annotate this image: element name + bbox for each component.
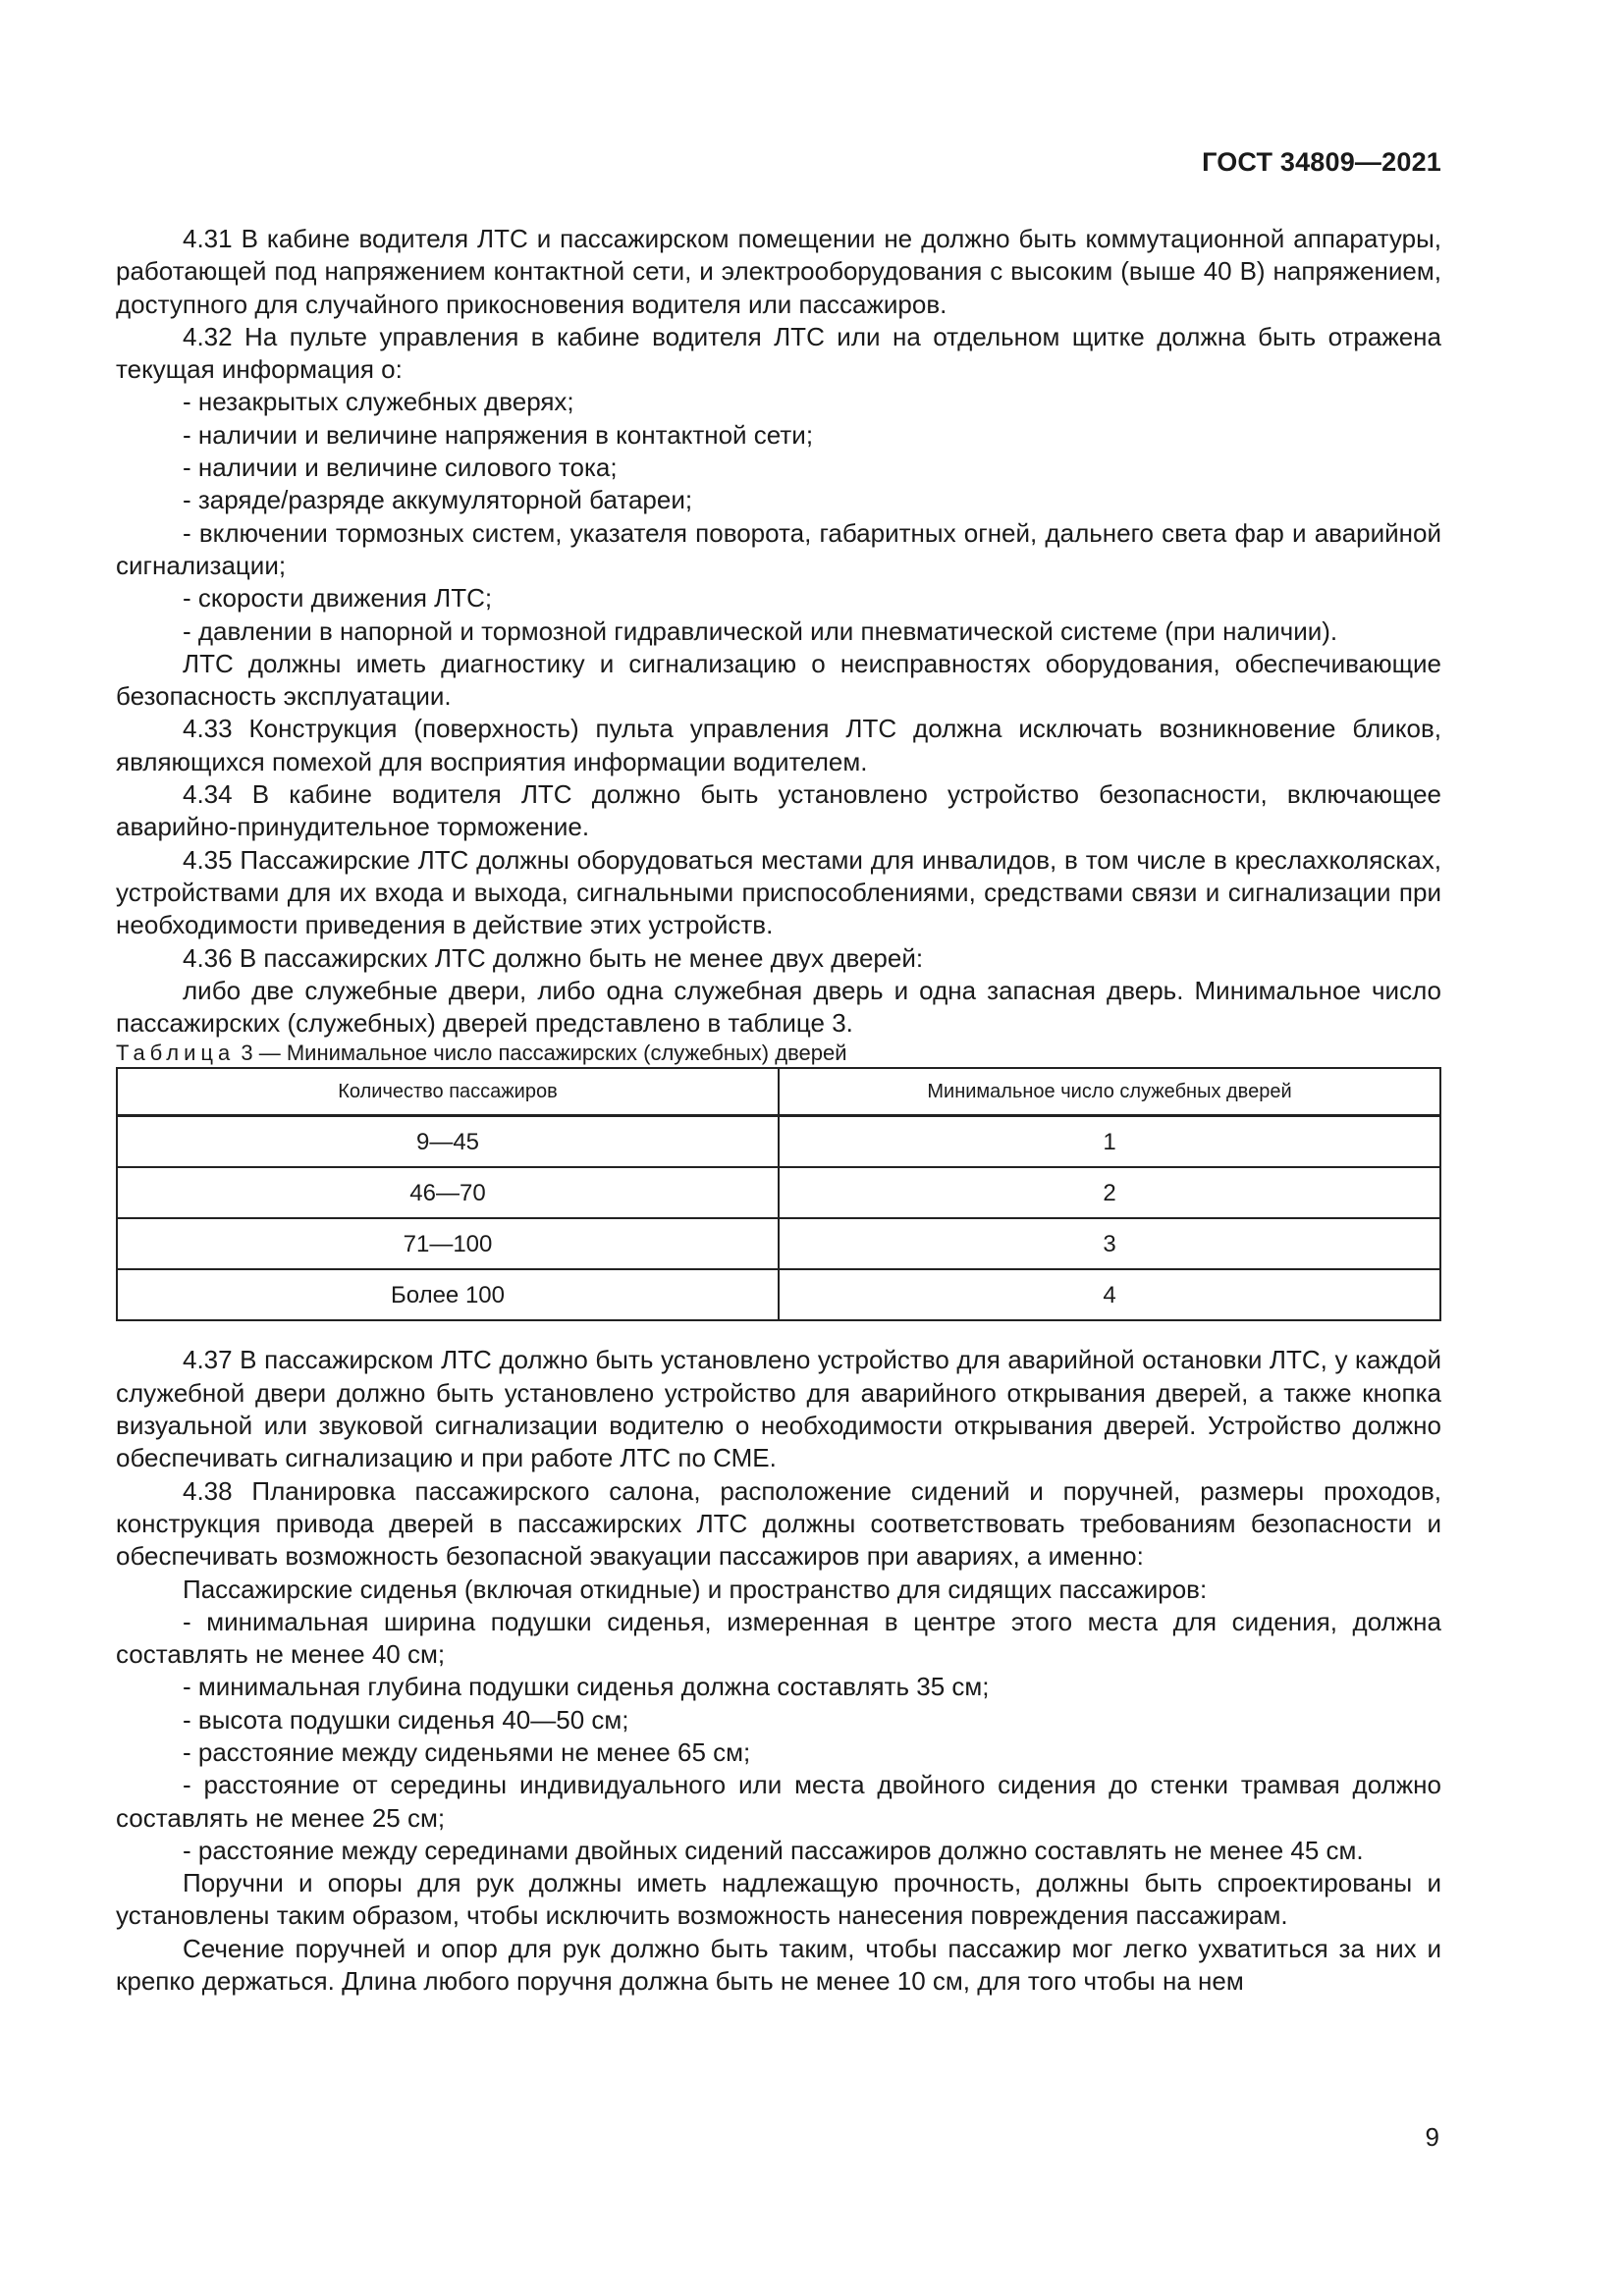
document-body xyxy=(116,223,1441,1998)
paragraph: 4.38 Планировка пассажирского салона, расположение сидений и поручней, размеры проходов, конструкция привода дверей в пассажирских ЛТС должны соответствовать требованиям безопасности и обеспечивать возможность безопасной эвакуации пассажиров при авариях, а именно: xyxy=(116,1475,1441,1572)
paragraph: - включении тормозных систем, указателя поворота, габаритных огней, дальнего света фар и аварийной сигнализации; xyxy=(116,517,1441,580)
table-cell-passengers: 9—45 xyxy=(117,1116,779,1168)
paragraph: 4.34 В кабине водителя ЛТС должно быть установлено устройство безопасности, включающее аварийно-принудительное торможение. xyxy=(116,779,1441,842)
table-row xyxy=(117,1167,1440,1218)
paragraph: 4.37 В пассажирском ЛТС должно быть установлено устройство для аварийной остановки ЛТС, у каждой служебной двери должно быть установлено устройство для аварийного открывания дверей, а также кнопка визуальной или звуковой сигнализации водителю о необходимости открывания дверей. Устройство должно обеспечивать сигнализацию и при работе ЛТС по СМЕ. xyxy=(116,1345,1441,1473)
list-item: - расстояние между серединами двойных сидений пассажиров должно составлять не менее 45 см. xyxy=(183,1835,1364,1865)
table-caption-text: 3 — Минимальное число пассажирских (служебных) дверей xyxy=(235,1041,847,1066)
list-item: - заряде/разряде аккумуляторной батареи; xyxy=(183,485,693,515)
list-item: - наличии и величине напряжения в контактной сети; xyxy=(183,419,814,450)
list-item: - высота подушки сиденья 40—50 см; xyxy=(183,1704,629,1735)
table-cell-doors: 1 xyxy=(779,1116,1440,1168)
list-item: - наличии и величине силового тока; xyxy=(183,453,618,483)
paragraph: Поручни и опоры для рук должны иметь надлежащую прочность, должны быть спроектированы и установлены таким образом, чтобы исключить возможность нанесения повреждения пассажирам. xyxy=(116,1868,1441,1931)
table-header-row xyxy=(117,1068,1440,1116)
list-item: - расстояние между сиденьями не менее 65 см; xyxy=(183,1736,751,1767)
paragraph: 4.35 Пассажирские ЛТС должны оборудоваться местами для инвалидов, в том числе в креслахколясках, устройствами для их входа и выхода, сигнальными приспособлениями, средствами связи и сигнализации при необходимости приведения в действие этих устройств. xyxy=(116,844,1441,940)
page-number: 9 xyxy=(1425,2122,1439,2152)
table-caption xyxy=(116,1040,1441,1067)
paragraph: - минимальная ширина подушки сиденья, измеренная в центре этого места для сидения, должна составлять не менее 40 см; xyxy=(116,1606,1441,1670)
list-item: Пассажирские сиденья (включая откидные) и пространство для сидящих пассажиров: xyxy=(183,1574,1208,1604)
list-item: - минимальная глубина подушки сиденья должна составлять 35 см; xyxy=(183,1672,990,1702)
table-caption-label: Таблица xyxy=(116,1041,236,1066)
table-cell-passengers: 46—70 xyxy=(117,1167,779,1218)
paragraph: 4.31 В кабине водителя ЛТС и пассажирском помещении не должно быть коммутационной аппаратуры, работающей под напряжением контактной сети, и электрооборудования с высоким (выше 40 В) напряжением, доступного для случайного прикосновения водителя или пассажиров. xyxy=(116,224,1441,319)
paragraph: 4.33 Конструкция (поверхность) пульта управления ЛТС должна исключать возникновение бликов, являющихся помехой для восприятия информации водителем. xyxy=(116,714,1441,776)
paragraph-group-a xyxy=(116,223,1441,1040)
paragraph: Сечение поручней и опор для рук должно быть таким, чтобы пассажир мог легко ухватиться за них и крепко держаться. Длина любого поручня должна быть не менее 10 см, для того чтобы на нем xyxy=(116,1933,1441,1997)
table-cell-passengers: 71—100 xyxy=(117,1218,779,1269)
table-cell-passengers: Более 100 xyxy=(117,1269,779,1320)
list-item: - давлении в напорной и тормозной гидравлической или пневматической системе (при наличии). xyxy=(183,615,1338,646)
column-header-passengers: Количество пассажиров xyxy=(117,1068,779,1116)
paragraph: 4.36 В пассажирских ЛТС должно быть не менее двух дверей: xyxy=(183,942,924,973)
table-row xyxy=(117,1116,1440,1168)
document-designation: ГОСТ 34809—2021 xyxy=(1202,147,1441,177)
table-cell-doors: 2 xyxy=(779,1167,1440,1218)
paragraph: - расстояние от середины индивидуального или места двойного сидения до стенки трамвая должно составлять не менее 25 см; xyxy=(116,1770,1441,1833)
table-row xyxy=(117,1269,1440,1320)
table-cell-doors: 3 xyxy=(779,1218,1440,1269)
paragraph: 4.32 На пульте управления в кабине водителя ЛТС или на отдельном щитке должна быть отражена текущая информация о: xyxy=(116,321,1441,385)
list-item: - скорости движения ЛТС; xyxy=(183,583,493,614)
doors-table xyxy=(116,1067,1441,1321)
table-row xyxy=(117,1218,1440,1269)
table-cell-doors: 4 xyxy=(779,1269,1440,1320)
paragraph: либо две служебные двери, либо одна служебная дверь и одна запасная дверь. Минимальное число пассажирских (служебных) дверей представлено в таблице 3. xyxy=(116,975,1441,1039)
paragraph: ЛТС должны иметь диагностику и сигнализацию о неисправностях оборудования, обеспечивающие безопасность эксплуатации. xyxy=(116,648,1441,712)
column-header-doors: Минимальное число служебных дверей xyxy=(779,1068,1440,1116)
paragraph-group-b xyxy=(116,1344,1441,1998)
list-item: - незакрытых служебных дверях; xyxy=(183,387,574,417)
